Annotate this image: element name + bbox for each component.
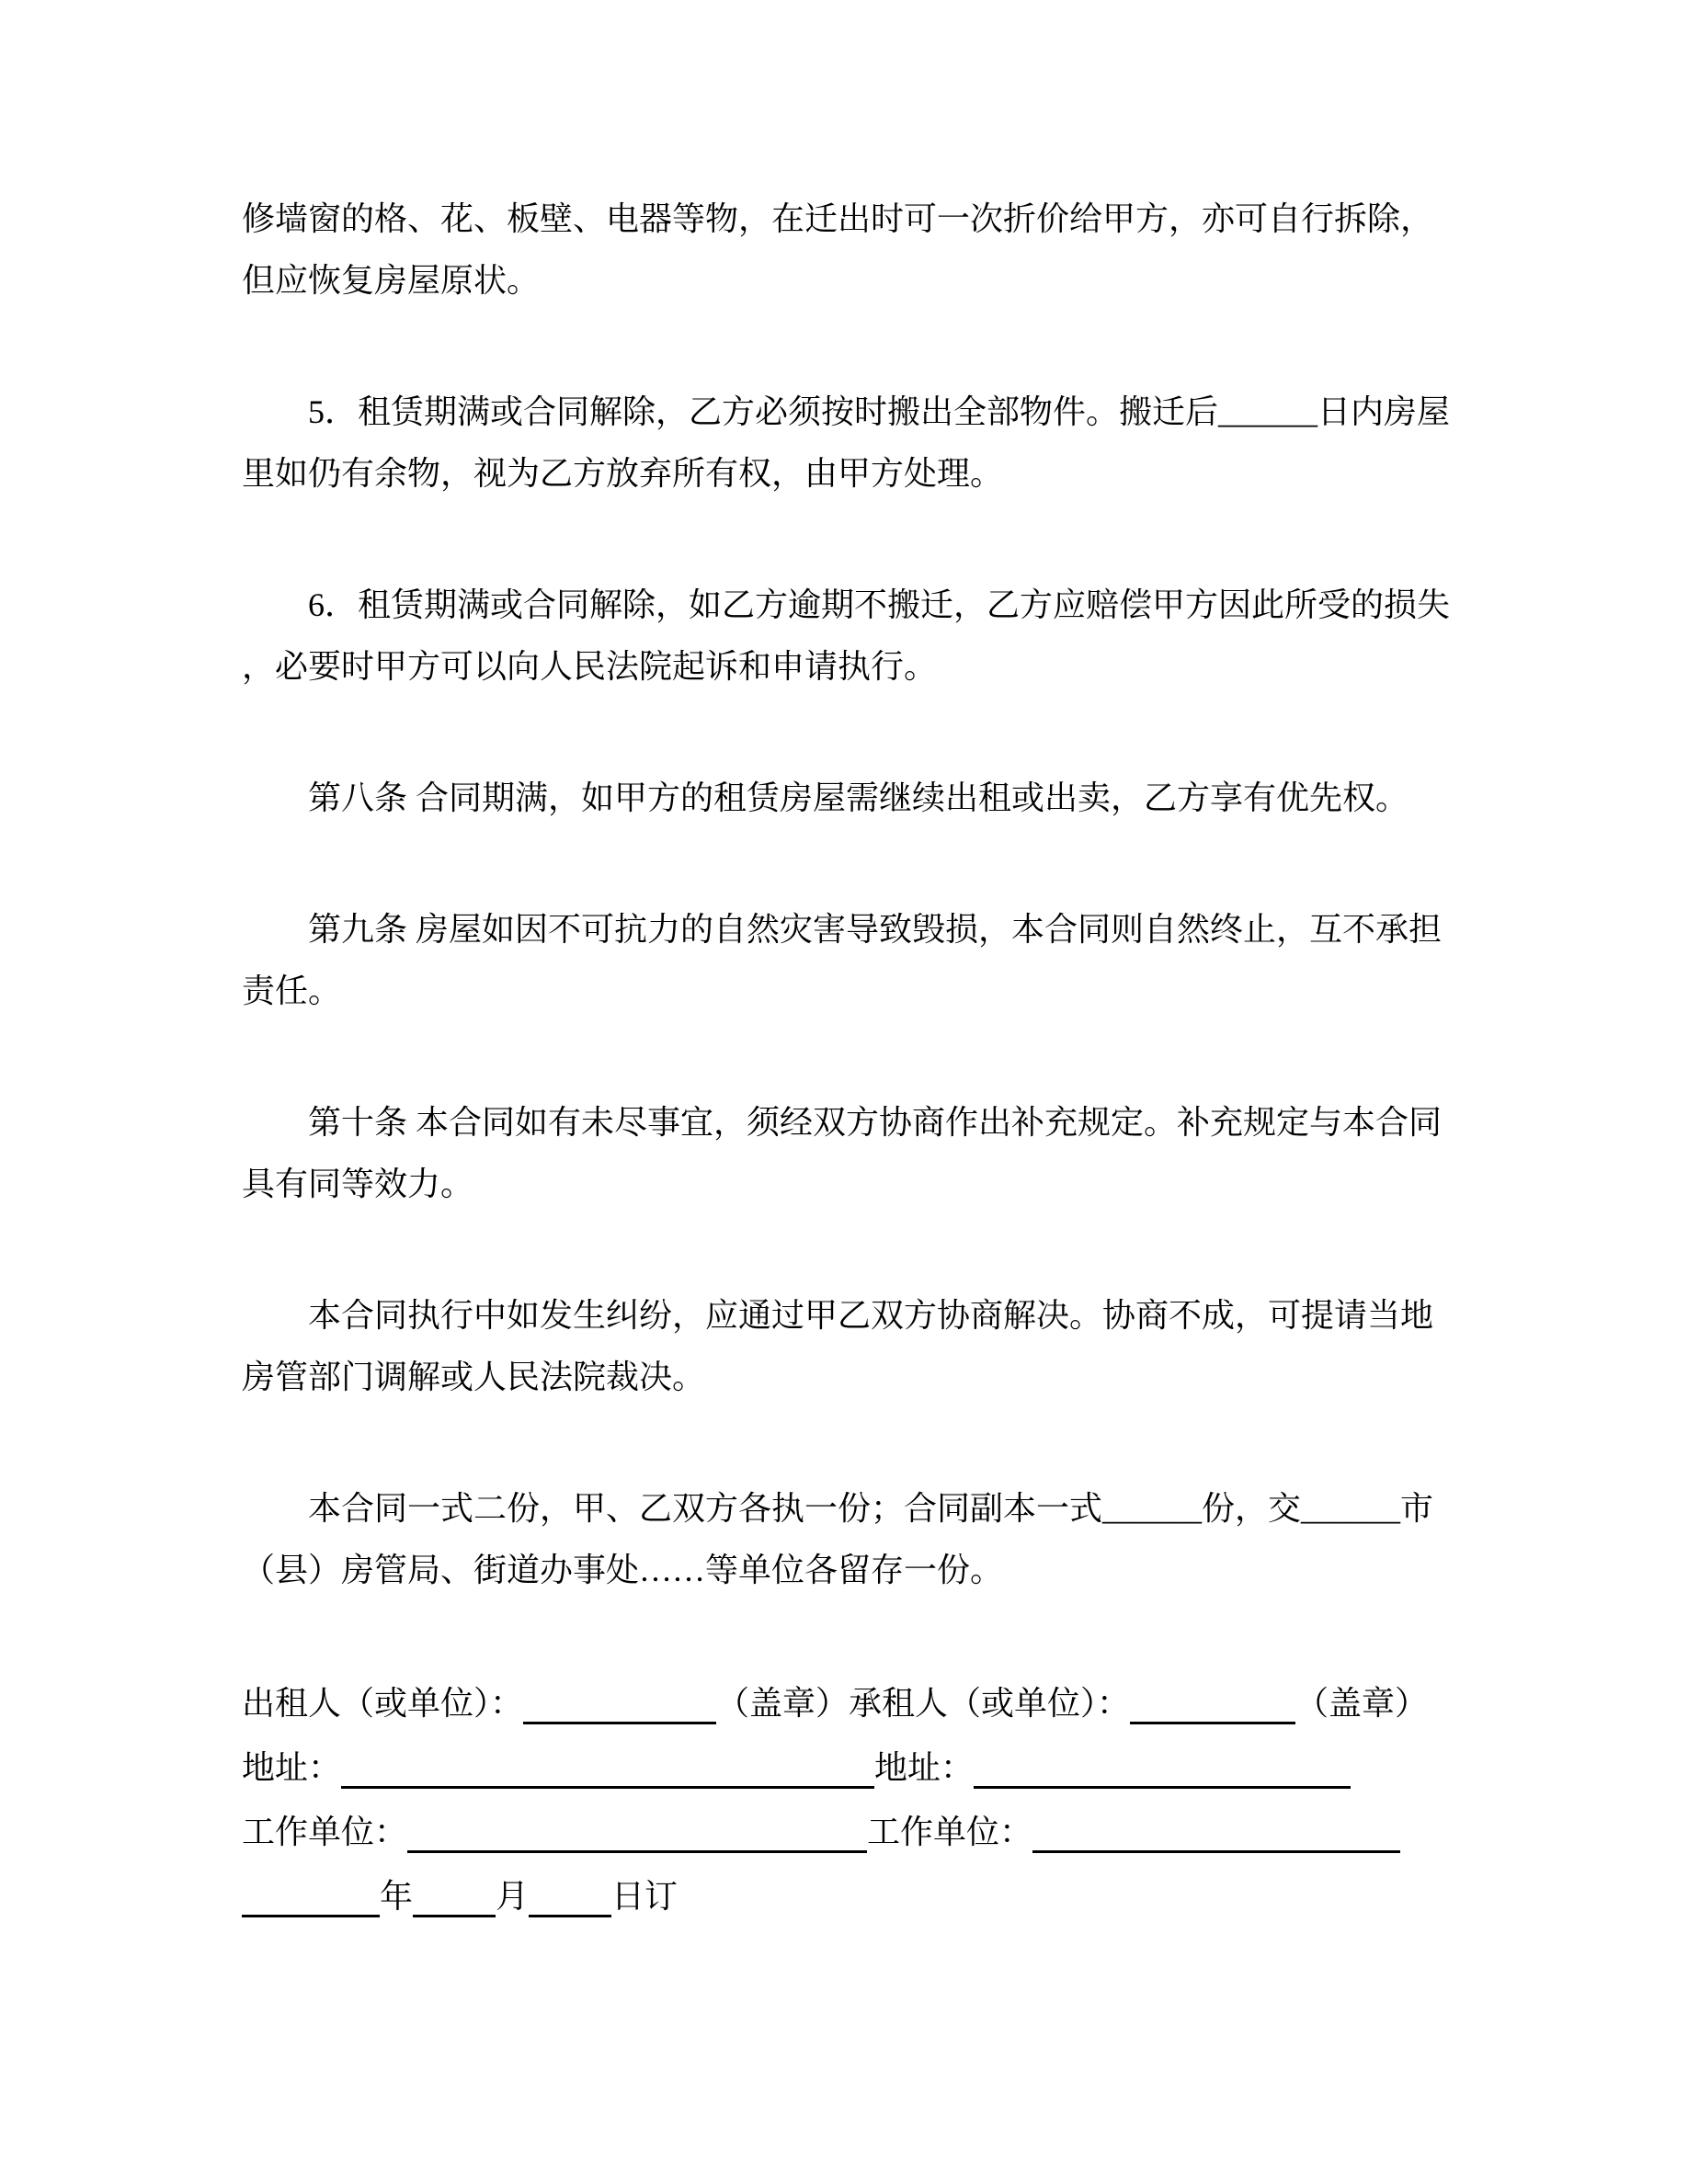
signature-row-parties xyxy=(242,1671,1452,1735)
contract-paragraph-dispute: 本合同执行中如发生纠纷，应通过甲乙双方协商解决。协商不成，可提请当地房管部门调解或人民法院裁决。 xyxy=(242,1297,1434,1395)
lessor-work-unit-label: 工作单位： xyxy=(242,1814,408,1850)
contract-clause-6: 6．租赁期满或合同解除，如乙方逾期不搬迁，乙方应赔偿甲方因此所受的损失，必要时甲方可以向人民法院起诉和申请执行。 xyxy=(242,586,1451,685)
contract-article-9: 第九条 房屋如因不可抗力的自然灾害导致毁损，本合同则自然终止，互不承担责任。 xyxy=(242,911,1443,1009)
year-blank xyxy=(242,1915,380,1917)
year-label: 年 xyxy=(380,1878,414,1915)
month-label: 月 xyxy=(496,1878,530,1915)
signature-row-date xyxy=(242,1864,1452,1928)
lessor-address-blank xyxy=(341,1786,874,1789)
lessor-work-unit-blank xyxy=(407,1850,867,1853)
lessee-work-unit-blank xyxy=(1032,1850,1400,1853)
contract-article-10: 第十条 本合同如有未尽事宜，须经双方协商作出补充规定。补充规定与本合同具有同等效力。 xyxy=(242,1104,1443,1202)
lessee-label: 承租人（或单位）： xyxy=(849,1685,1131,1722)
day-blank xyxy=(529,1915,611,1917)
lessee-seal-label: （盖章） xyxy=(1295,1685,1429,1722)
month-blank xyxy=(413,1915,496,1917)
signature-row-address xyxy=(242,1735,1452,1800)
day-signed-label: 日订 xyxy=(611,1878,679,1915)
contract-paragraph-copies: 本合同一式二份，甲、乙双方各执一份；合同副本一式______份，交______市（县）房管局、街道办事处……等单位各留存一份。 xyxy=(242,1490,1434,1588)
lessor-label: 出租人（或单位）： xyxy=(242,1685,524,1722)
contract-paragraph-fixtures: 修墙窗的格、花、板壁、电器等物，在迁出时可一次折价给甲方，亦可自行拆除，但应恢复房屋原状。 xyxy=(242,200,1434,299)
lessor-address-label: 地址： xyxy=(242,1749,342,1786)
signature-block xyxy=(242,1671,1452,1928)
lessee-work-unit-label: 工作单位： xyxy=(867,1814,1033,1850)
contract-clause-5: 5．租赁期满或合同解除，乙方必须按时搬出全部物件。搬迁后______日内房屋里如仍有余物，视为乙方放弃所有权，由甲方处理。 xyxy=(242,393,1451,492)
lessee-name-blank xyxy=(1130,1722,1295,1724)
lessor-name-blank xyxy=(523,1722,716,1724)
lessee-address-label: 地址： xyxy=(874,1749,975,1786)
lessee-address-blank xyxy=(974,1786,1351,1789)
contract-article-8: 第八条 合同期满，如甲方的租赁房屋需继续出租或出卖，乙方享有优先权。 xyxy=(308,779,1409,816)
signature-row-work-unit xyxy=(242,1800,1452,1864)
lessor-seal-label: （盖章） xyxy=(716,1685,850,1722)
contract-body xyxy=(242,188,1452,1601)
